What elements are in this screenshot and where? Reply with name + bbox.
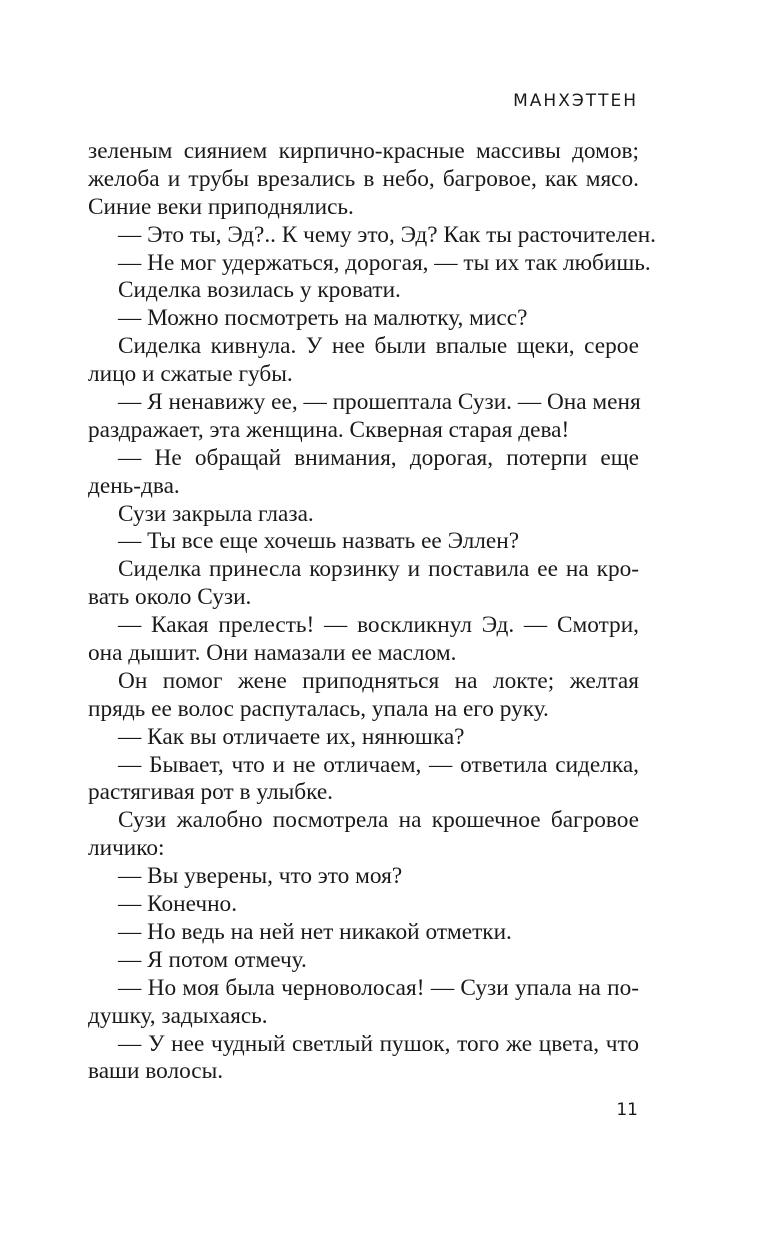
text-line: — Не мог удержаться, дорогая, — ты их так любишь. (118, 249, 651, 276)
text-line: — Ты все еще хочешь назвать ее Эллен? (118, 528, 520, 555)
text-line: — Но моя была черноволосая! — Сузи упала на по- (118, 974, 639, 1001)
body-text (88, 138, 657, 1086)
text-line: ваши волосы. (88, 1058, 224, 1085)
text-line: — Я потом отмечу. (118, 946, 307, 973)
text-line: Он помог жене приподняться на локте; желтая (118, 667, 639, 694)
text-line: — Не обращай внимания, дорогая, потерпи еще (118, 444, 639, 471)
text-line: Сиделка кивнула. У нее были впалые щеки, серое (118, 333, 639, 360)
text-line: душку, задыхаясь. (88, 1002, 268, 1029)
text-line: — Но ведь на ней нет никакой отметки. (118, 918, 512, 945)
text-line: Сиделка принесла корзинку и поставила ее на кро- (118, 556, 639, 583)
text-line: — Как вы отличаете их, нянюшка? (118, 723, 465, 750)
text-line: лицо и сжатые губы. (88, 361, 293, 388)
text-line: — Конечно. (118, 891, 238, 918)
text-line: раздражает, эта женщина. Скверная старая дева! (88, 416, 570, 443)
text-line: Сиделка возилась у кровати. (118, 277, 401, 304)
text-line: Сузи жалобно посмотрела на крошечное багровое (118, 807, 639, 834)
text-line: — Это ты, Эд?.. К чему это, Эд? Как ты расточителен. (118, 221, 657, 248)
text-line: растягивая рот в улыбке. (88, 779, 333, 806)
text-line: — Вы уверены, что это моя? (118, 863, 403, 890)
text-line: она дышит. Они намазали ее маслом. (88, 640, 457, 667)
text-line: — Я ненавижу ее, — прошептала Сузи. — Она меня (118, 389, 641, 416)
text-line: Синие веки приподнялись. (88, 193, 354, 220)
text-line: — Бывает, что и не отличаем, — ответила сиделка, (118, 751, 639, 778)
text-line: — Можно посмотреть на малютку, мисс? (118, 305, 528, 332)
text-line: Сузи закрыла глаза. (118, 500, 314, 527)
running-head: МАНХЭТТЕН (513, 91, 638, 111)
text-line: — Какая прелесть! — воскликнул Эд. — Смотри, (118, 612, 639, 639)
text-line: зеленым сиянием кирпично-красные массивы домов; (88, 138, 639, 164)
text-line: — У нее чудный светлый пушок, того же цвета, что (118, 1030, 639, 1057)
page-number: 11 (616, 1100, 638, 1120)
text-line: день-два. (88, 472, 180, 499)
text-line: желоба и трубы врезались в небо, багровое, как мясо. (88, 165, 639, 192)
text-line: личико: (88, 835, 165, 862)
text-line: вать около Сузи. (88, 584, 252, 611)
text-line: прядь ее волос распуталась, упала на его руку. (88, 695, 549, 722)
